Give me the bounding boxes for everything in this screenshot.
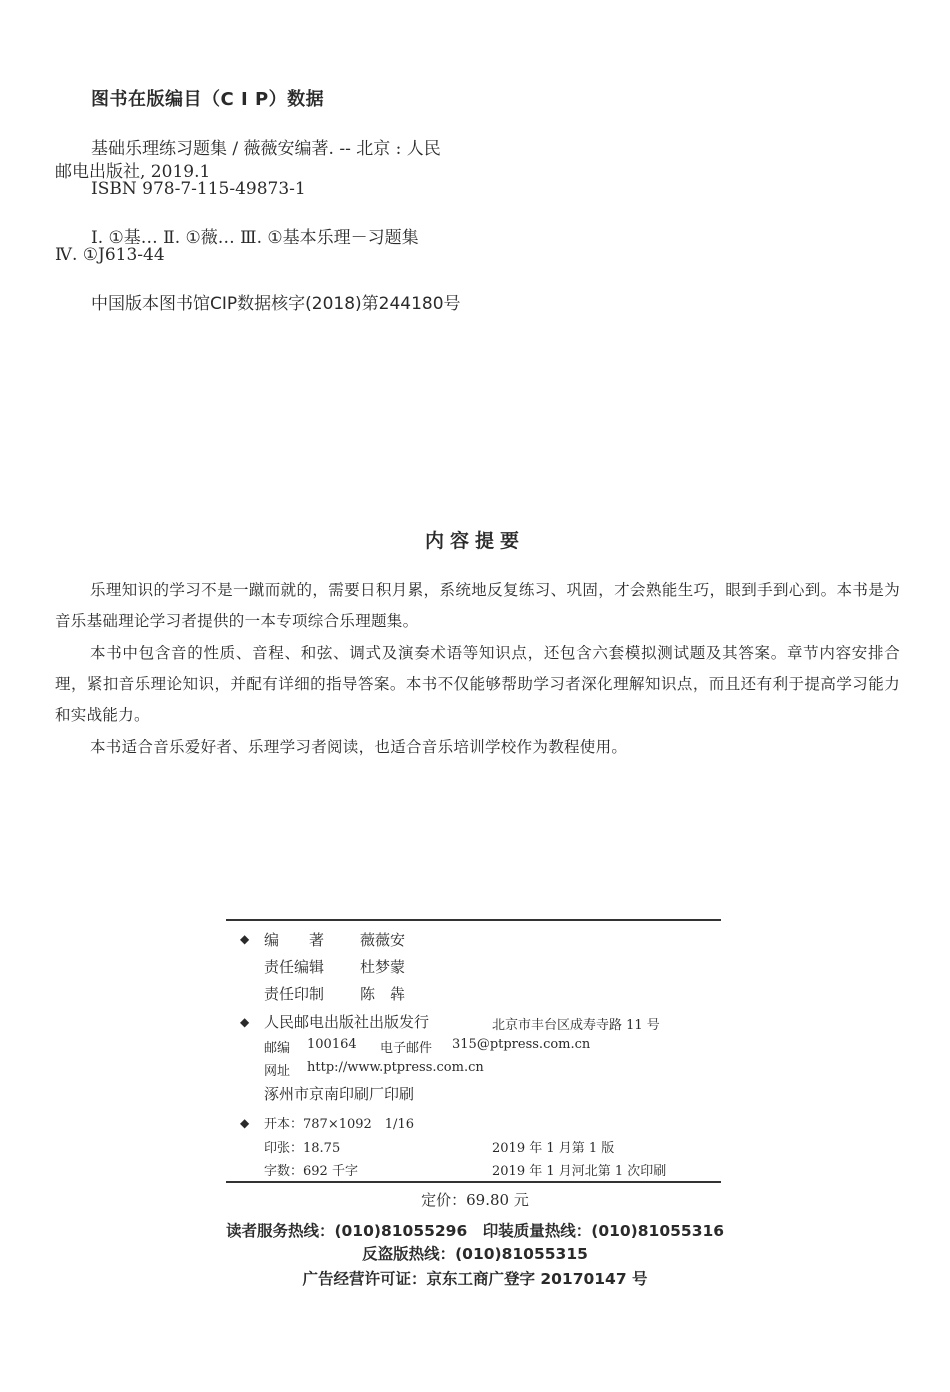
postcode-label: 邮编: [264, 1041, 291, 1056]
summary-paragraph-1: 乐理知识的学习不是一蹴而就的，需要日积月累，系统地反复练习、巩固，才会熟能生巧，眼到手到心到。本书是为音乐基础理论学习者提供的一本专项综合乐理题集。: [55, 581, 900, 630]
cip-classification-line-1: Ⅰ. ①基… Ⅱ. ①薇… Ⅲ. ①基本乐理－习题集: [91, 228, 419, 248]
cip-title: 图书在版编目（C I P）数据: [91, 89, 325, 110]
printed-sheets: 印张：18.75: [264, 1141, 341, 1156]
cip-isbn: ISBN 978-7-115-49873-1: [91, 179, 306, 199]
bullet-diamond-icon: ◆: [240, 1015, 250, 1029]
editor-label: 责任编辑: [264, 958, 325, 976]
word-count: 字数：692 千字: [264, 1164, 358, 1179]
printer: 涿州市京南印刷厂印刷: [264, 1085, 415, 1103]
editor-value: 杜梦蒙: [360, 958, 406, 976]
email-value: 315@ptpress.com.cn: [452, 1037, 591, 1052]
author-value: 薇薇安: [360, 931, 406, 949]
book-format: 开本：787×1092 1/16: [264, 1117, 414, 1132]
summary-paragraph-3: 本书适合音乐爱好者、乐理学习者阅读，也适合音乐培训学校作为教程使用。: [90, 738, 628, 756]
printing: 2019 年 1 月河北第 1 次印刷: [492, 1164, 667, 1179]
colophon-top-rule: [226, 919, 721, 921]
bullet-diamond-icon: ◆: [240, 1116, 250, 1130]
cip-number: 中国版本图书馆CIP数据核字(2018)第244180号: [91, 294, 461, 314]
publisher-address: 北京市丰台区成寿寺路 11 号: [492, 1018, 660, 1033]
email-label: 电子邮件: [380, 1041, 433, 1056]
print-manager-value: 陈 犇: [360, 985, 406, 1003]
colophon-bottom-rule: [226, 1181, 721, 1183]
summary-title: 内容提要: [424, 530, 525, 552]
bullet-diamond-icon: ◆: [240, 932, 250, 946]
print-manager-label: 责任印制: [264, 985, 325, 1003]
cip-classification-line-2: Ⅳ. ①J613-44: [55, 245, 165, 265]
postcode-value: 100164: [307, 1037, 357, 1052]
anti-piracy-hotline: 反盗版热线：(010)81055315: [362, 1245, 588, 1263]
author-label: 编 著: [264, 931, 325, 949]
cip-record-line-1: 基础乐理练习题集 / 薇薇安编著. -- 北京 : 人民: [91, 139, 441, 159]
summary-paragraph-2: 本书中包含音的性质、音程、和弦、调式及演奏术语等知识点，还包含六套模拟测试题及其答案。章节内容安排合理，紧扣音乐理论知识，并配有详细的指导答案。本书不仅能够帮助学习者深化理解知识点，而且还有利于提高学习能力和实战能力。: [55, 644, 900, 724]
cip-record-line-2: 邮电出版社, 2019.1: [55, 162, 211, 182]
price: 定价：69.80 元: [421, 1191, 529, 1209]
ad-license: 广告经营许可证：京东工商广登字 20170147 号: [302, 1270, 648, 1288]
reader-service-hotline: 读者服务热线：(010)81055296 印装质量热线：(010)81055316: [225, 1222, 725, 1240]
website-value: http://www.ptpress.com.cn: [307, 1060, 484, 1075]
website-label: 网址: [264, 1064, 291, 1079]
publisher: 人民邮电出版社出版发行: [264, 1013, 430, 1031]
edition: 2019 年 1 月第 1 版: [492, 1141, 615, 1156]
